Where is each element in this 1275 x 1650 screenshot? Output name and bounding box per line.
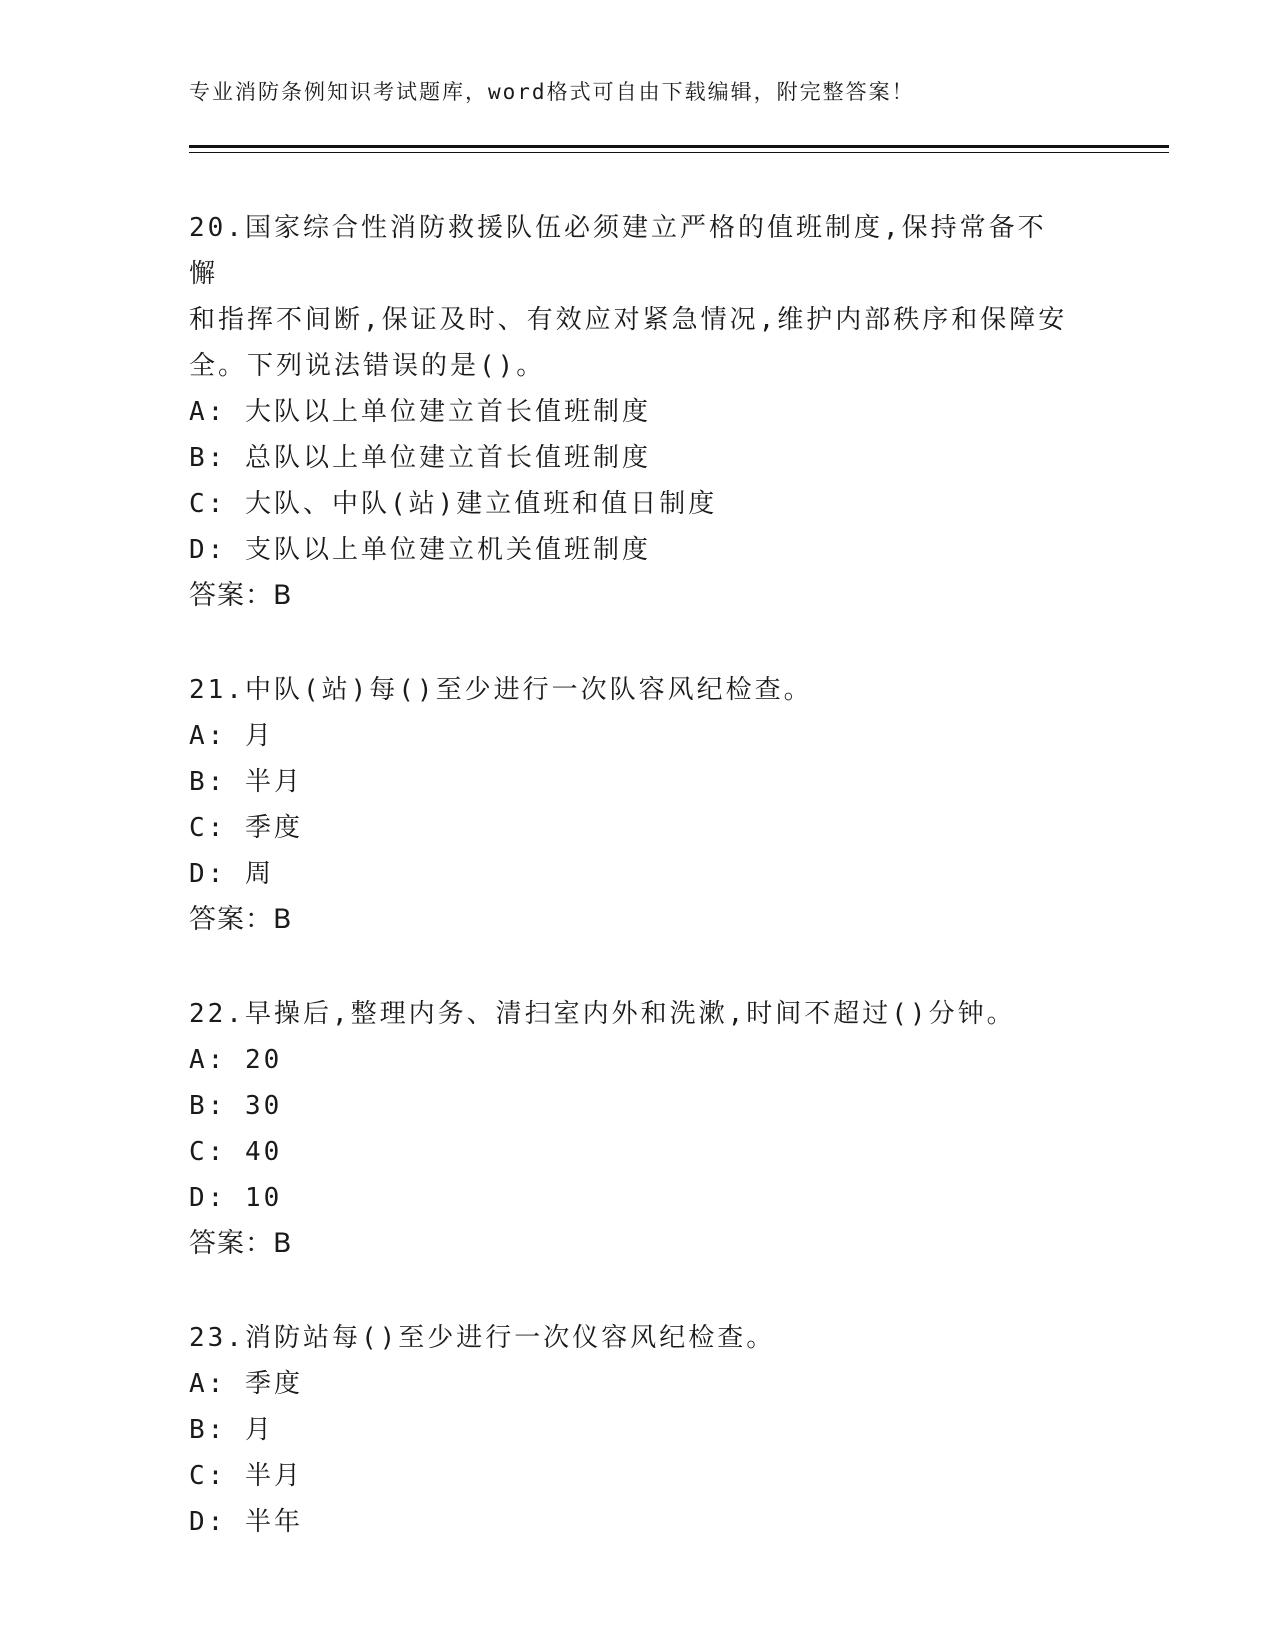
header-rule-thick [189,145,1169,148]
option-b: B: 半月 [189,767,303,797]
answer: 答案：B [189,1228,293,1259]
question-text: 22.早操后,整理内务、清扫室内外和洗漱,时间不超过()分钟。 [189,999,1016,1029]
option-c: C: 半月 [189,1461,303,1491]
option-a: A: 20 [189,1045,283,1075]
option-b: B: 30 [189,1091,283,1121]
document-header: 专业消防条例知识考试题库，word格式可自由下载编辑，附完整答案！ [189,80,915,104]
question-20 [189,205,1089,619]
question-text: 21.中队(站)每()至少进行一次队容风纪检查。 [189,675,813,705]
option-c: C: 大队、中队(站)建立值班和值日制度 [189,489,718,519]
option-d: D: 支队以上单位建立机关值班制度 [189,535,651,565]
option-c: C: 40 [189,1137,283,1167]
question-text: 20.国家综合性消防救援队伍必须建立严格的值班制度,保持常备不 懈 和指挥不间断,保证及时、有效应对紧急情况,维护内部秩序和保障安 全。下列说法错误的是()。 [189,213,1068,381]
option-a: A: 季度 [189,1369,303,1399]
option-a: A: 月 [189,721,274,751]
option-b: B: 总队以上单位建立首长值班制度 [189,443,651,473]
option-b: B: 月 [189,1415,274,1445]
option-d: D: 周 [189,859,274,889]
header-rule-thin [189,152,1169,153]
question-text: 23.消防站每()至少进行一次仪容风纪检查。 [189,1323,776,1353]
option-c: C: 季度 [189,813,303,843]
question-list [189,205,1089,1593]
option-a: A: 大队以上单位建立首长值班制度 [189,397,651,427]
answer: 答案：B [189,580,293,611]
question-23 [189,1315,1089,1545]
answer: 答案：B [189,904,293,935]
question-22 [189,991,1089,1267]
question-21 [189,667,1089,943]
option-d: D: 10 [189,1183,283,1213]
option-d: D: 半年 [189,1507,303,1537]
